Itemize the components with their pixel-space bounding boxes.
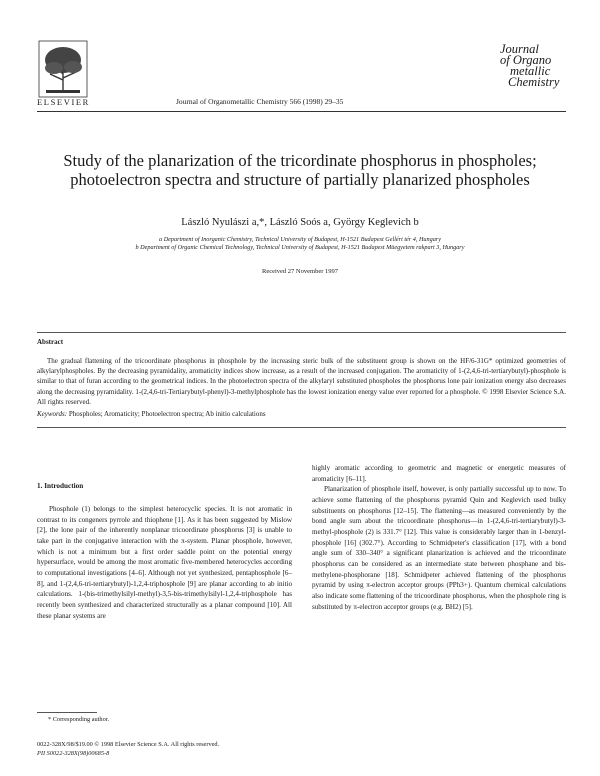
keywords xyxy=(37,410,566,418)
journal-logo-line: Chemistry xyxy=(508,75,560,89)
journal-logo-line: of Organo xyxy=(500,53,552,67)
section-heading: 1. Introduction xyxy=(37,482,84,490)
paragraph: Planarization of phosphole itself, however, is only partially successful up to now. To achieve some flattening of the phosphorus pyramid Quin and Keglevich used bulky substituents on phosphorus [12–15]. The flattening—as measured conveniently by the bond angle sum about the tricoordinate phosphorus—in 1-(2,4,6-tri-tertiarybutyl)-3-methyl-phosphole (2) is 331.7° [12]. This value is considerably larger than in 1-benzyl-phosphole [16] (302.7°). According to Schmidpeter's classification [17], with a bond angle sum of 330–340° a significant planarization is achieved and the tricoordinate phosphorus can be considered as an intermediate state between phosphane and bis-methylene-phosphorane [18]. Schmidpeter achieved flattening of the phosphorus pyramid by using π-electron acceptor groups (PPh3+). Quantum chemical calculations also indicate some flattening of the tricoordinate phosphorus, when the phosphole ring is substituted by π-electron acceptor groups (e.g. BH2) [5]. xyxy=(312,485,566,611)
keywords-label: Keywords: xyxy=(37,410,68,418)
abstract-heading: Abstract xyxy=(37,338,64,346)
journal-logo xyxy=(500,44,580,88)
keywords-list: Phospholes; Aromaticity; Photoelectron spectra; Ab initio calculations xyxy=(67,410,266,418)
paragraph: highly aromatic according to geometric and magnetic or energetic measures of aromaticity [6–11]. xyxy=(312,464,566,483)
header-rule xyxy=(37,111,566,112)
affiliation-b: b Department of Organic Chemical Technology, Technical University of Budapest, H-1521 Budapest Müegyetem rakpart 3, Hungary xyxy=(135,244,465,251)
pii: PII S0022-328X(98)00685-8 xyxy=(37,750,110,757)
authors: László Nyulászi a,*, László Soós a, György Keglevich b xyxy=(181,217,419,228)
journal-logo-line: metallic xyxy=(510,64,551,78)
intro-right-column xyxy=(312,463,566,612)
journal-citation: Journal of Organometallic Chemistry 566 (1998) 29–35 xyxy=(176,97,344,106)
abstract-text: The gradual flattening of the tricoordinate phosphorus in phosphole by the increasing steric bulk of the substituent group is shown on the HF/6-31G* optimized geometries of alkylarylphospholes. By the decreasing pyramidality, aromaticity indices show increase, as a result of the increased conjugation. The aromaticity of 1-(2,4,6-tri-tertiarybutyl)-phosphole is similar to that of furan according to the geometrical indices. In the photoelectron spectra of the alkylaryl substituted phospholes the phosphorus lone pair ionization energy also decreases along the decreasing pyramidality. 1-(2,4,6-tri-Tertiarybutyl-phenyl)-3-methylphosphole has the lowest ionization energy value ever reported for a phosphole. © 1998 Elsevier Science S.A. All rights reserved. xyxy=(37,357,566,406)
elsevier-tree-logo xyxy=(38,40,88,100)
footnote: * Corresponding author. xyxy=(48,716,110,723)
copyright: 0022-328X/98/$19.00 © 1998 Elsevier Science S.A. All rights reserved. xyxy=(37,741,220,748)
intro-left-column: Phosphole (1) belongs to the simplest heterocyclic species. It is not aromatic in contrast to its congeners pyrrole and thiophene [1]. As it has been suggested by Mislow [2], the lone pair of the inherently nonplanar tricoordinate phosphorus [3] is unable to take part in the conjugative interaction with the π-system. Planar phosphole, however, which is not a minimum but a first order saddle point on the potential energy hypersurface, would be among the most aromatic five-membered heterocycles according to computational investigations [4–6]. Although not yet synthesized, pentaphosphole [6–8], and 1-(2,4,6-tri-tertiarybutyl)-1,2,4-triphosphole [9] are planar according to ab initio calculations. 1-(bis-trimethylsilyl-methyl)-3,5-bis-trimethylsilyl-1,2,4-triphosphole has recently been synthesized and characterized structurally as a planar compound [10]. All these planar systems are xyxy=(37,505,292,620)
keywords-rule xyxy=(37,427,566,428)
footnote-rule xyxy=(37,712,97,713)
article-title: Study of the planarization of the tricordinate phosphorus in phospholes; photoelectron spectra and structure of partially planarized phospholes xyxy=(63,151,537,189)
received-date: Received 27 November 1997 xyxy=(262,268,338,275)
journal-logo-line: Journal xyxy=(500,42,539,56)
abstract-rule xyxy=(37,332,566,333)
affiliation-a: a Department of Inorganic Chemistry, Technical University of Budapest, H-1521 Budapest Gellért tér 4, Hungary xyxy=(159,236,441,243)
publisher-name: ELSEVIER xyxy=(37,97,90,107)
